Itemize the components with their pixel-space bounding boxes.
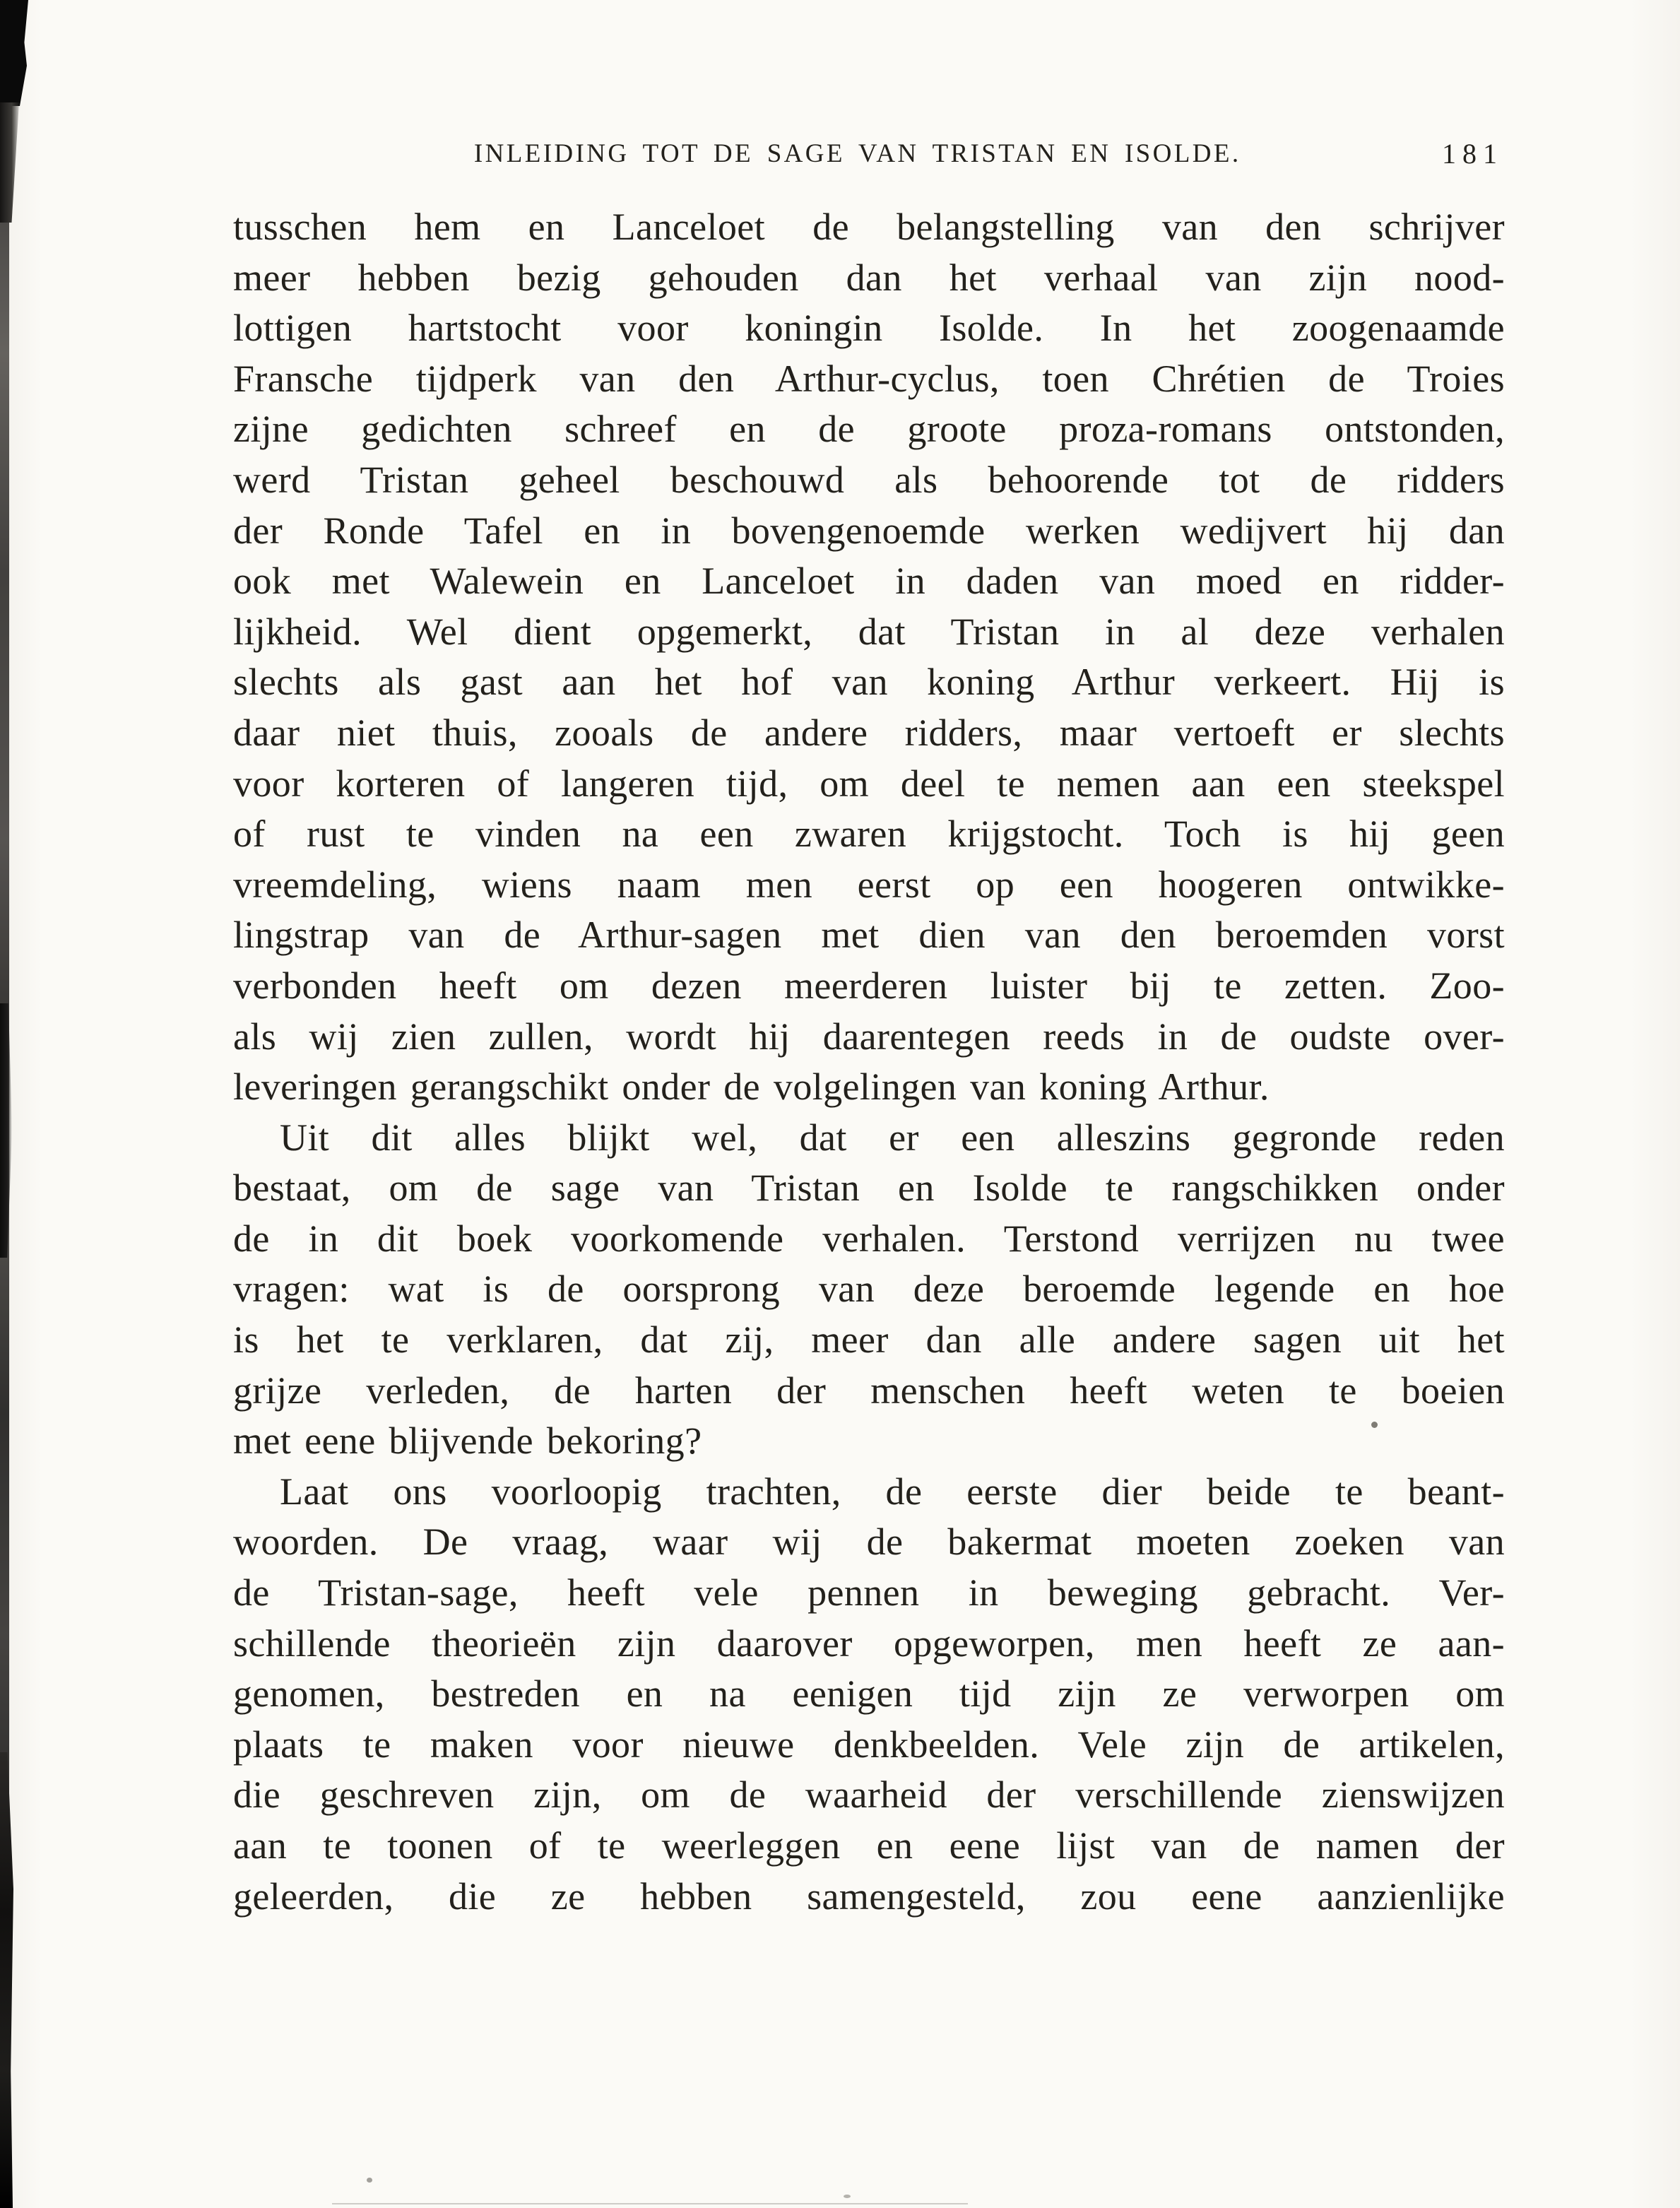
scan-edge-bottom-blot (0, 1752, 13, 2208)
scan-edge-middle-blot (0, 1003, 12, 1258)
scan-edge-top-blot (0, 0, 28, 106)
text-line: der Ronde Tafel en in bovengenoemde werken wedijvert hij dan (233, 509, 1505, 552)
ink-speck (844, 2195, 851, 2198)
text-line: aan te toonen of te weerleggen en eene lijst van de namen der (233, 1824, 1505, 1867)
text-line: werd Tristan geheel beschouwd als behoorende tot de ridders (233, 458, 1505, 501)
text-line: Laat ons voorloopig trachten, de eerste dier beide te beant- (280, 1470, 1505, 1513)
text-line: die geschreven zijn, om de waarheid der verschillende zienswijzen (233, 1773, 1505, 1817)
text-line: is het te verklaren, dat zij, meer dan alle andere sagen uit het (233, 1318, 1505, 1362)
text-line: lingstrap van de Arthur-sagen met dien van den beroemden vorst (233, 914, 1505, 957)
text-line: Uit dit alles blijkt wel, dat er een alleszins gegronde reden (280, 1116, 1505, 1159)
ink-speck (367, 2178, 372, 2183)
text-line: vragen: wat is de oorsprong van deze beroemde legende en hoe (233, 1268, 1505, 1311)
text-line: de in dit boek voorkomende verhalen. Terstond verrijzen nu twee (233, 1217, 1505, 1260)
running-title: INLEIDING TOT DE SAGE VAN TRISTAN EN ISOLDE. (473, 139, 1241, 168)
text-line: leveringen gerangschikt onder de volgelingen van koning Arthur. (233, 1065, 1270, 1109)
text-line: lottigen hartstocht voor koningin Isolde. In het zoogenaamde (233, 307, 1505, 350)
text-line: meer hebben bezig gehouden dan het verhaal van zijn nood- (233, 256, 1505, 299)
body-text (233, 202, 1505, 1922)
text-line: of rust te vinden na een zwaren krijgstocht. Toch is hij geen (233, 813, 1505, 856)
scan-edge-upper-blot (0, 102, 21, 223)
text-line: vreemdeling, wiens naam men eerst op een hoogeren ontwikke- (233, 863, 1505, 906)
text-line: tusschen hem en Lanceloet de belangstelling van den schrijver (233, 206, 1505, 248)
text-line: Fransche tijdperk van den Arthur-cyclus, toen Chrétien de Troies (233, 357, 1505, 400)
text-line: met eene blijvende bekoring? (233, 1419, 702, 1463)
text-line: bestaat, om de sage van Tristan en Isolde te rangschikken onder (233, 1167, 1505, 1210)
text-block (233, 0, 1505, 1922)
text-line: schillende theorieën zijn daarover opgeworpen, men heeft ze aan- (233, 1622, 1505, 1665)
text-line: ook met Walewein en Lanceloet in daden van moed en ridder- (233, 560, 1505, 603)
text-line: lijkheid. Wel dient opgemerkt, dat Tristan in al deze verhalen (233, 610, 1505, 653)
text-line: zijne gedichten schreef en de groote proza-romans ontstonden, (233, 408, 1505, 451)
text-line: daar niet thuis, zooals de andere ridders, maar vertoeft er slechts (233, 711, 1505, 754)
text-line: plaats te maken voor nieuwe denkbeelden. Vele zijn de artikelen, (233, 1723, 1505, 1766)
text-line: slechts als gast aan het hof van koning Arthur verkeert. Hij is (233, 661, 1505, 704)
text-line: voor korteren of langeren tijd, om deel te nemen aan een steekspel (233, 762, 1505, 805)
text-line: als wij zien zullen, wordt hij daarentegen reeds in de oudste over- (233, 1015, 1505, 1058)
text-line: verbonden heeft om dezen meerderen luister bij te zetten. Zoo- (233, 964, 1505, 1007)
text-line: geleerden, die ze hebben samengesteld, zou eene aanzienlijke (233, 1875, 1505, 1918)
page-number: 181 (1442, 138, 1503, 170)
text-line: grijze verleden, de harten der menschen heeft weten te boeien (233, 1369, 1505, 1412)
text-line: de Tristan-sage, heeft vele pennen in beweging gebracht. Ver- (233, 1571, 1505, 1614)
page-header (233, 138, 1505, 174)
text-line: genomen, bestreden en na eenigen tijd zijn ze verworpen om (233, 1672, 1505, 1716)
scan-bottom-hairline (332, 2203, 968, 2204)
text-line: woorden. De vraag, waar wij de bakermat moeten zoeken van (233, 1521, 1505, 1564)
